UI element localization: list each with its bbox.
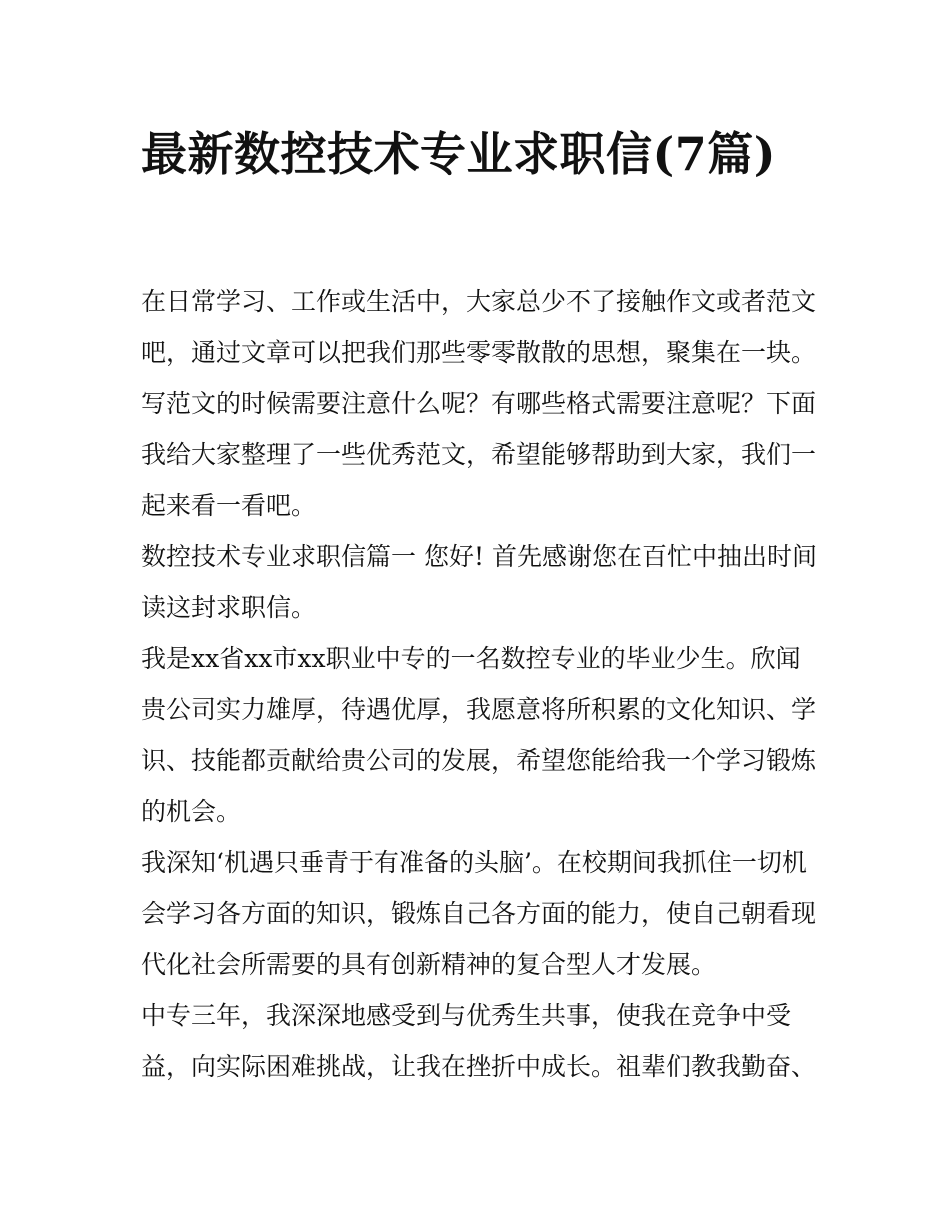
document-body [141,276,821,1092]
paragraph-growth: 中专三年，我深深地感受到与优秀生共事，使我在竞争中受益，向实际困难挑战，让我在挫折中成长。祖辈们教我勤奋、 [141,1001,817,1081]
paragraph-self-introduction: 我是xx省xx市xx职业中专的一名数控专业的毕业少生。欣闻贵公司实力雄厚，待遇优厚，我愿意将所积累的文化知识、学识、技能都贡献给贵公司的发展，希望您能给我一个学习锻炼的机会。 [141,644,817,826]
paragraph-school-experience: 我深知‘机遇只垂青于有准备的头脑’。在校期间我抓住一切机会学习各方面的知识，锻炼自己各方面的能力，使自己朝看现代化社会所需要的具有创新精神的复合型人才发展。 [141,848,817,979]
paragraph-intro: 在日常学习、工作或生活中，大家总少不了接触作文或者范文吧，通过文章可以把我们那些零零散散的思想，聚集在一块。写范文的时候需要注意什么呢？有哪些格式需要注意呢？下面我给大家整理了一些优秀范文，希望能够帮助到大家，我们一起来看一看吧。 [141,287,817,520]
paragraph-greeting: 数控技术专业求职信篇一 您好! 首先感谢您在百忙中抽出时间读这封求职信。 [141,542,817,622]
document-title: 最新数控技术专业求职信(7篇) [141,127,777,181]
